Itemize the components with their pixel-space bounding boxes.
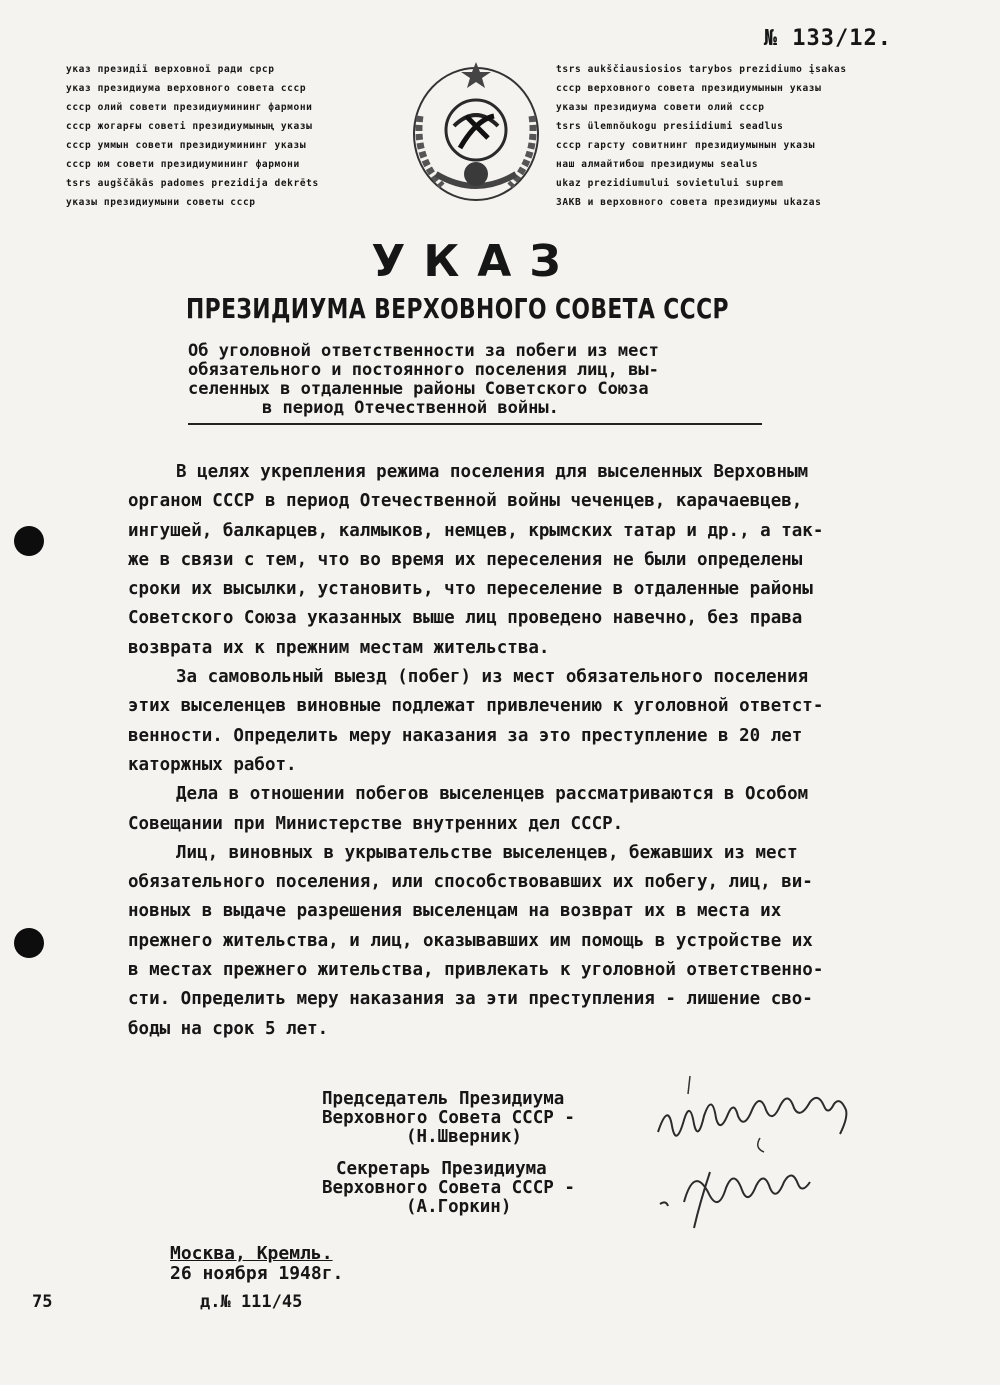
header-line: указ президиума верховного совета ссср xyxy=(66,83,307,94)
body-line: Советского Союза указанных выше лиц проведено навечно, без права xyxy=(128,608,803,629)
body-line: возврата их к прежним местам жительства. xyxy=(128,637,550,658)
document-subtitle: ПРЕЗИДИУМА ВЕРХОВНОГО СОВЕТА СССР xyxy=(186,292,729,325)
header-line: tsrs aukščiausiosios tarybos prezidiumo įsakas xyxy=(556,64,847,75)
header-line: ссср уммын совети президиумининг указы xyxy=(66,140,307,151)
header-line: указ президії верховної ради срср xyxy=(66,64,275,75)
place: Москва, Кремль. xyxy=(170,1243,333,1264)
header-line: ЗАКВ и верховного совета президиумы ukazas xyxy=(556,197,822,208)
body-line: в местах прежнего жительства, привлекать к уголовной ответственно- xyxy=(128,960,824,981)
header-line: ссср олий совети президиумининг фармони xyxy=(66,102,313,113)
document-title: УКАЗ xyxy=(371,236,579,287)
signatory-title: Председатель Президиума xyxy=(322,1089,565,1109)
header-line: ссср юм совети президиумининг фармони xyxy=(66,159,300,170)
body-line: Дела в отношении побегов выселенцев рассматриваются в Особом xyxy=(176,784,809,805)
signatory-title: Секретарь Президиума xyxy=(336,1159,547,1179)
topic-line: обязательного и постоянного поселения лиц, вы- xyxy=(188,360,659,380)
place-and-date xyxy=(170,1244,343,1284)
topic-line: селенных в отдаленные районы Советского Союза xyxy=(188,379,649,399)
signature-shvernik xyxy=(650,1068,890,1160)
body-line: Лиц, виновных в укрывательстве выселенцев, бежавших из мест xyxy=(176,842,798,863)
body-line: Совещании при Министерстве внутренних дел СССР. xyxy=(128,813,624,834)
header-line: указы президиумыни советы ссср xyxy=(66,197,256,208)
page-number: 75 xyxy=(32,1292,53,1312)
body-line: сти. Определить меру наказания за эти преступления - лишение сво- xyxy=(128,989,813,1010)
signatory-name: (Н.Шверник) xyxy=(406,1127,522,1147)
header-line: ссср жогарғы советі президиумының указы xyxy=(66,121,313,132)
header-line: указы президиума совети олий ссср xyxy=(556,102,765,113)
header-line: ukaz prezidiumului sovietului suprem xyxy=(556,178,784,189)
topic-line: Об уголовной ответственности за побеги из мест xyxy=(188,341,659,361)
multilingual-header-right xyxy=(556,60,892,212)
body-line: За самовольный выезд (побег) из мест обязательного поселения xyxy=(176,667,809,688)
signatory-secretary xyxy=(322,1160,575,1217)
body-line: сроки их высылки, установить, что переселение в отдаленные районы xyxy=(128,579,813,600)
header-line: tsrs augščākās padomes prezidija dekrēts xyxy=(66,178,319,189)
body-line: этих выселенцев виновные подлежат привлечению к уголовной ответст- xyxy=(128,696,824,717)
body-line: же в связи с тем, что во время их переселения не были определены xyxy=(128,549,803,570)
body-line: органом СССР в период Отечественной войны чеченцев, карачаевцев, xyxy=(128,491,803,512)
date: 26 ноября 1948г. xyxy=(170,1263,344,1284)
signatory-body: Верховного Совета СССР - xyxy=(322,1178,575,1198)
body-line: каторжных работ. xyxy=(128,754,297,775)
header-line: наш алмайтибош президиумы sealus xyxy=(556,159,759,170)
ussr-emblem xyxy=(406,56,546,206)
body-line: ингушей, балкарцев, калмыков, немцев, крымских татар и др., а так- xyxy=(128,520,824,541)
body-line: новных в выдаче разрешения выселенцам на возврат их в места их xyxy=(128,901,782,922)
header-line: tsrs ülemnõukogu presiidiumi seadlus xyxy=(556,121,784,132)
signature-gorkin xyxy=(650,1152,840,1232)
multilingual-header-left xyxy=(66,60,398,212)
signatory-chairman xyxy=(322,1090,575,1147)
topic-line: в период Отечественной войны. xyxy=(262,398,559,418)
decree-reference: д.№ 111/45 xyxy=(200,1292,303,1312)
document-number: № 133/12. xyxy=(763,26,892,51)
punch-hole xyxy=(14,928,44,958)
topic-underline xyxy=(188,423,762,425)
header-line: ссср верховного совета президиумынын указы xyxy=(556,83,822,94)
header-line: ссср гарсту совитнинг президиумынын указы xyxy=(556,140,816,151)
body-line: прежнего жительства, и лиц, оказывавших им помощь в устройстве их xyxy=(128,930,813,951)
decree-body xyxy=(128,458,958,1044)
body-line: боды на срок 5 лет. xyxy=(128,1018,329,1039)
punch-hole xyxy=(14,526,44,556)
body-line: обязательного поселения, или способствовавших их побегу, лиц, ви- xyxy=(128,872,813,893)
body-line: В целях укрепления режима поселения для выселенных Верховным xyxy=(176,462,809,482)
decree-topic xyxy=(188,342,764,418)
signatory-name: (А.Горкин) xyxy=(406,1197,512,1217)
signatory-body: Верховного Совета СССР - xyxy=(322,1108,575,1128)
body-line: венности. Определить меру наказания за это преступление в 20 лет xyxy=(128,725,803,746)
